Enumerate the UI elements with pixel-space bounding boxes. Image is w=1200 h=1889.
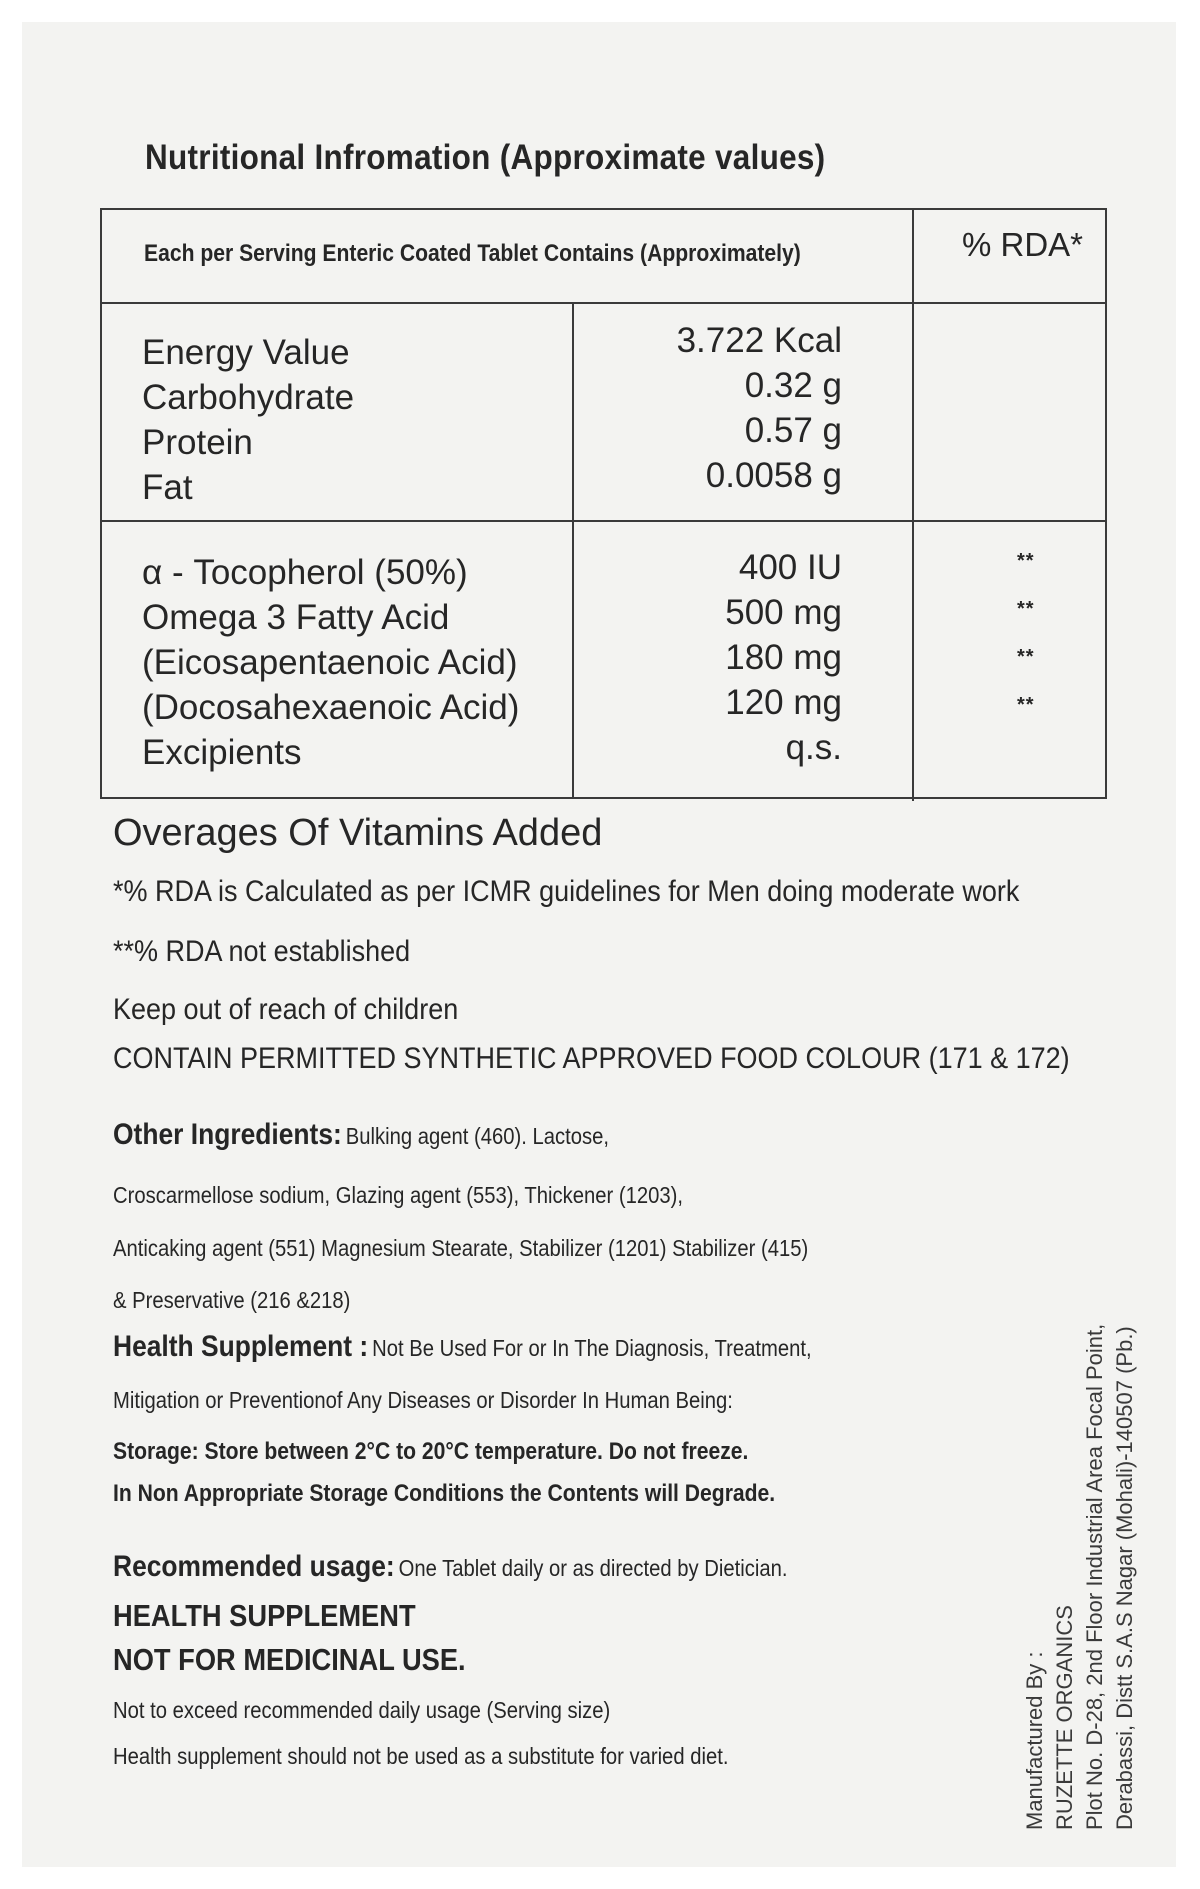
other-ingredients-label: Other Ingredients: (113, 1118, 342, 1151)
recommended-usage-text: One Tablet daily or as directed by Dietician. (398, 1555, 788, 1581)
nutrient-name: Fat (142, 468, 193, 507)
other-ingredients-line: Croscarmellose sodium, Glazing agent (553), Thickener (1203), (113, 1182, 683, 1208)
health-supplement-heading: HEALTH SUPPLEMENT (113, 1598, 416, 1633)
rda-mark: ** (1017, 550, 1035, 572)
storage-warning: In Non Appropriate Storage Conditions the Contents will Degrade. (113, 1480, 776, 1507)
section1-values (582, 318, 842, 498)
manufacturer-address: Derabassi, Distt S.A.S Nagar (Mohali)-140507 (Pb.) (1112, 1326, 1137, 1830)
rda-mark: ** (1017, 646, 1035, 668)
not-medicinal-heading: NOT FOR MEDICINAL USE. (113, 1642, 466, 1677)
nutrient-name: Carbohydrate (142, 378, 355, 417)
table-divider-rda (912, 210, 914, 801)
overages-note: Overages Of Vitamins Added (113, 812, 603, 854)
other-ingredients-line: Anticaking agent (551) Magnesium Stearate, Stabilizer (1201) Stabilizer (415) (113, 1235, 809, 1261)
health-supplement-line: Not Be Used For or In The Diagnosis, Treatment, (372, 1335, 812, 1361)
nutrient-value: 180 mg (725, 638, 842, 677)
rda-mark: ** (1017, 694, 1035, 716)
nutrition-title: Nutritional Infromation (Approximate values) (145, 138, 826, 177)
nutrient-value: 0.0058 g (705, 456, 842, 495)
other-ingredients (113, 1118, 609, 1152)
rda-footnote: *% RDA is Calculated as per ICMR guidelines for Men doing moderate work (113, 875, 1020, 908)
manufacturer-address: Plot No. D-28, 2nd Floor Industrial Area Focal Point, (1082, 1323, 1107, 1830)
rda-not-established: **% RDA not established (113, 935, 411, 968)
manufacturer-line: Manufactured By : (1022, 1651, 1047, 1830)
nutrient-name: Omega 3 Fatty Acid (142, 598, 450, 637)
nutrient-value: 0.57 g (744, 411, 842, 450)
nutrient-value: 120 mg (725, 683, 842, 722)
rda-mark: ** (1017, 598, 1035, 620)
manufacturer-name: RUZETTE ORGANICS (1052, 1605, 1077, 1830)
nutrient-value: q.s. (785, 728, 842, 767)
nutrient-name: Energy Value (142, 333, 350, 372)
other-ingredients-line: Bulking agent (460). Lactose, (345, 1123, 610, 1149)
rda-header: % RDA* (962, 226, 1084, 263)
table-header: Each per Serving Enteric Coated Tablet Contains (Approximately) (144, 240, 801, 267)
daily-usage-note: Not to exceed recommended daily usage (Serving size) (113, 1697, 611, 1723)
table-divider-header (102, 302, 1105, 304)
recommended-usage (113, 1550, 787, 1584)
nutrient-name: Protein (142, 423, 253, 462)
nutrient-name: (Eicosapentaenoic Acid) (142, 643, 518, 682)
table-divider-section (102, 520, 1105, 522)
colour-statement: CONTAIN PERMITTED SYNTHETIC APPROVED FOOD COLOUR (171 & 172) (113, 1042, 1070, 1075)
nutrient-value: 400 IU (738, 548, 842, 587)
substitute-note: Health supplement should not be used as a substitute for varied diet. (113, 1743, 729, 1769)
table-divider-value (572, 302, 574, 799)
nutrient-name: Excipients (142, 733, 302, 772)
section2-names (142, 550, 519, 775)
health-supplement-note (113, 1330, 812, 1364)
other-ingredients-line: & Preservative (216 &218) (113, 1287, 351, 1313)
nutrient-name: (Docosahexaenoic Acid) (142, 688, 520, 727)
storage-instruction: Storage: Store between 2°C to 20°C temperature. Do not freeze. (113, 1438, 749, 1465)
nutrient-value: 500 mg (725, 593, 842, 632)
recommended-usage-label: Recommended usage: (113, 1550, 395, 1583)
section2-values (582, 545, 842, 770)
section1-names (142, 330, 354, 510)
nutrient-value: 3.722 Kcal (676, 321, 842, 360)
health-supplement-label: Health Supplement : (113, 1330, 369, 1363)
nutrient-value: 0.32 g (744, 366, 842, 405)
nutrition-table (100, 208, 1107, 799)
manufacturer-block (1020, 1210, 1140, 1830)
keep-out-warning: Keep out of reach of children (113, 993, 459, 1026)
health-supplement-line: Mitigation or Preventionof Any Diseases or Disorder In Human Being: (113, 1387, 733, 1413)
nutrient-name: α - Tocopherol (50%) (142, 553, 468, 592)
